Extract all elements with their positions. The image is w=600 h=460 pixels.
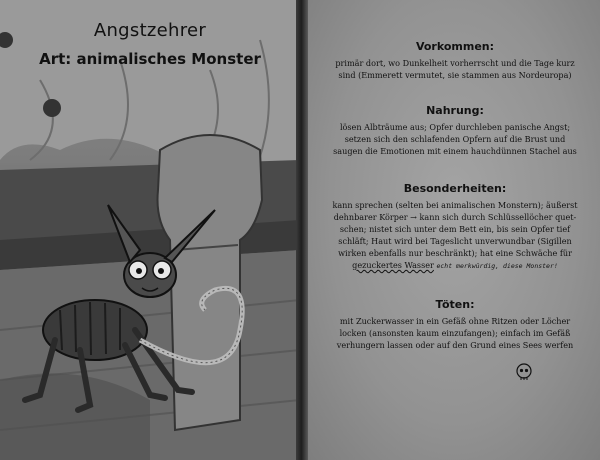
handwritten-note: echt merkwürdig, diese Monster! xyxy=(436,262,558,270)
section-body xyxy=(322,315,588,351)
text-line: verhungern lassen oder auf den Grund eines Sees werfen xyxy=(336,340,574,350)
section-besonderheiten xyxy=(322,182,588,272)
section-heading: Nahrung: xyxy=(426,104,484,117)
text-line: kann sprechen (selten bei animalischen Monstern); äußerst xyxy=(332,200,578,210)
section-toeten xyxy=(322,298,588,351)
text-line: wirken ebenfalls nur beschränkt); hat eine Schwäche für xyxy=(338,248,572,258)
section-heading: Vorkommen: xyxy=(415,40,495,53)
text-line: dehnbarer Körper → kann sich durch Schlüssellöcher quet- xyxy=(333,212,577,222)
skull-icon xyxy=(514,362,534,382)
monster-category: Art: animalisches Monster xyxy=(39,50,261,68)
section-body xyxy=(322,199,588,272)
text-line: schläft; Haut wird bei Tageslicht unverwundbar (Sigillen xyxy=(338,236,572,246)
text-page xyxy=(308,0,600,460)
text-line: sind (Emmerett vermutet, sie stammen aus Nordeuropa) xyxy=(338,70,572,80)
section-heading: Töten: xyxy=(435,298,475,311)
text-line: schen; nistet sich unter dem Bett ein, bis sein Opfer tief xyxy=(339,224,571,234)
monster-name: Angstzehrer xyxy=(93,20,207,41)
text-line: lösen Albträume aus; Opfer durchleben panische Angst; xyxy=(339,122,571,132)
text-line: setzen sich den schlafenden Opfern auf die Brust und xyxy=(344,134,566,144)
text-line: primär dort, wo Dunkelheit vorherrscht und die Tage kurz xyxy=(335,58,575,68)
section-heading: Besonderheiten: xyxy=(403,182,507,195)
underlined-phrase: gezuckertes Wasser xyxy=(352,260,434,270)
text-line: locken (ansonsten kaum einzufangen); einfach im Gefäß xyxy=(339,328,571,338)
section-body xyxy=(322,121,588,157)
section-nahrung xyxy=(322,104,588,157)
section-vorkommen xyxy=(322,40,588,81)
text-line: mit Zuckerwasser in ein Gefäß ohne Ritzen oder Löcher xyxy=(339,316,571,326)
text-line: saugen die Emotionen mit einem hauchdünnen Stachel aus xyxy=(333,146,577,156)
text-line xyxy=(322,259,588,272)
section-body xyxy=(322,57,588,81)
book-gutter xyxy=(296,0,308,460)
